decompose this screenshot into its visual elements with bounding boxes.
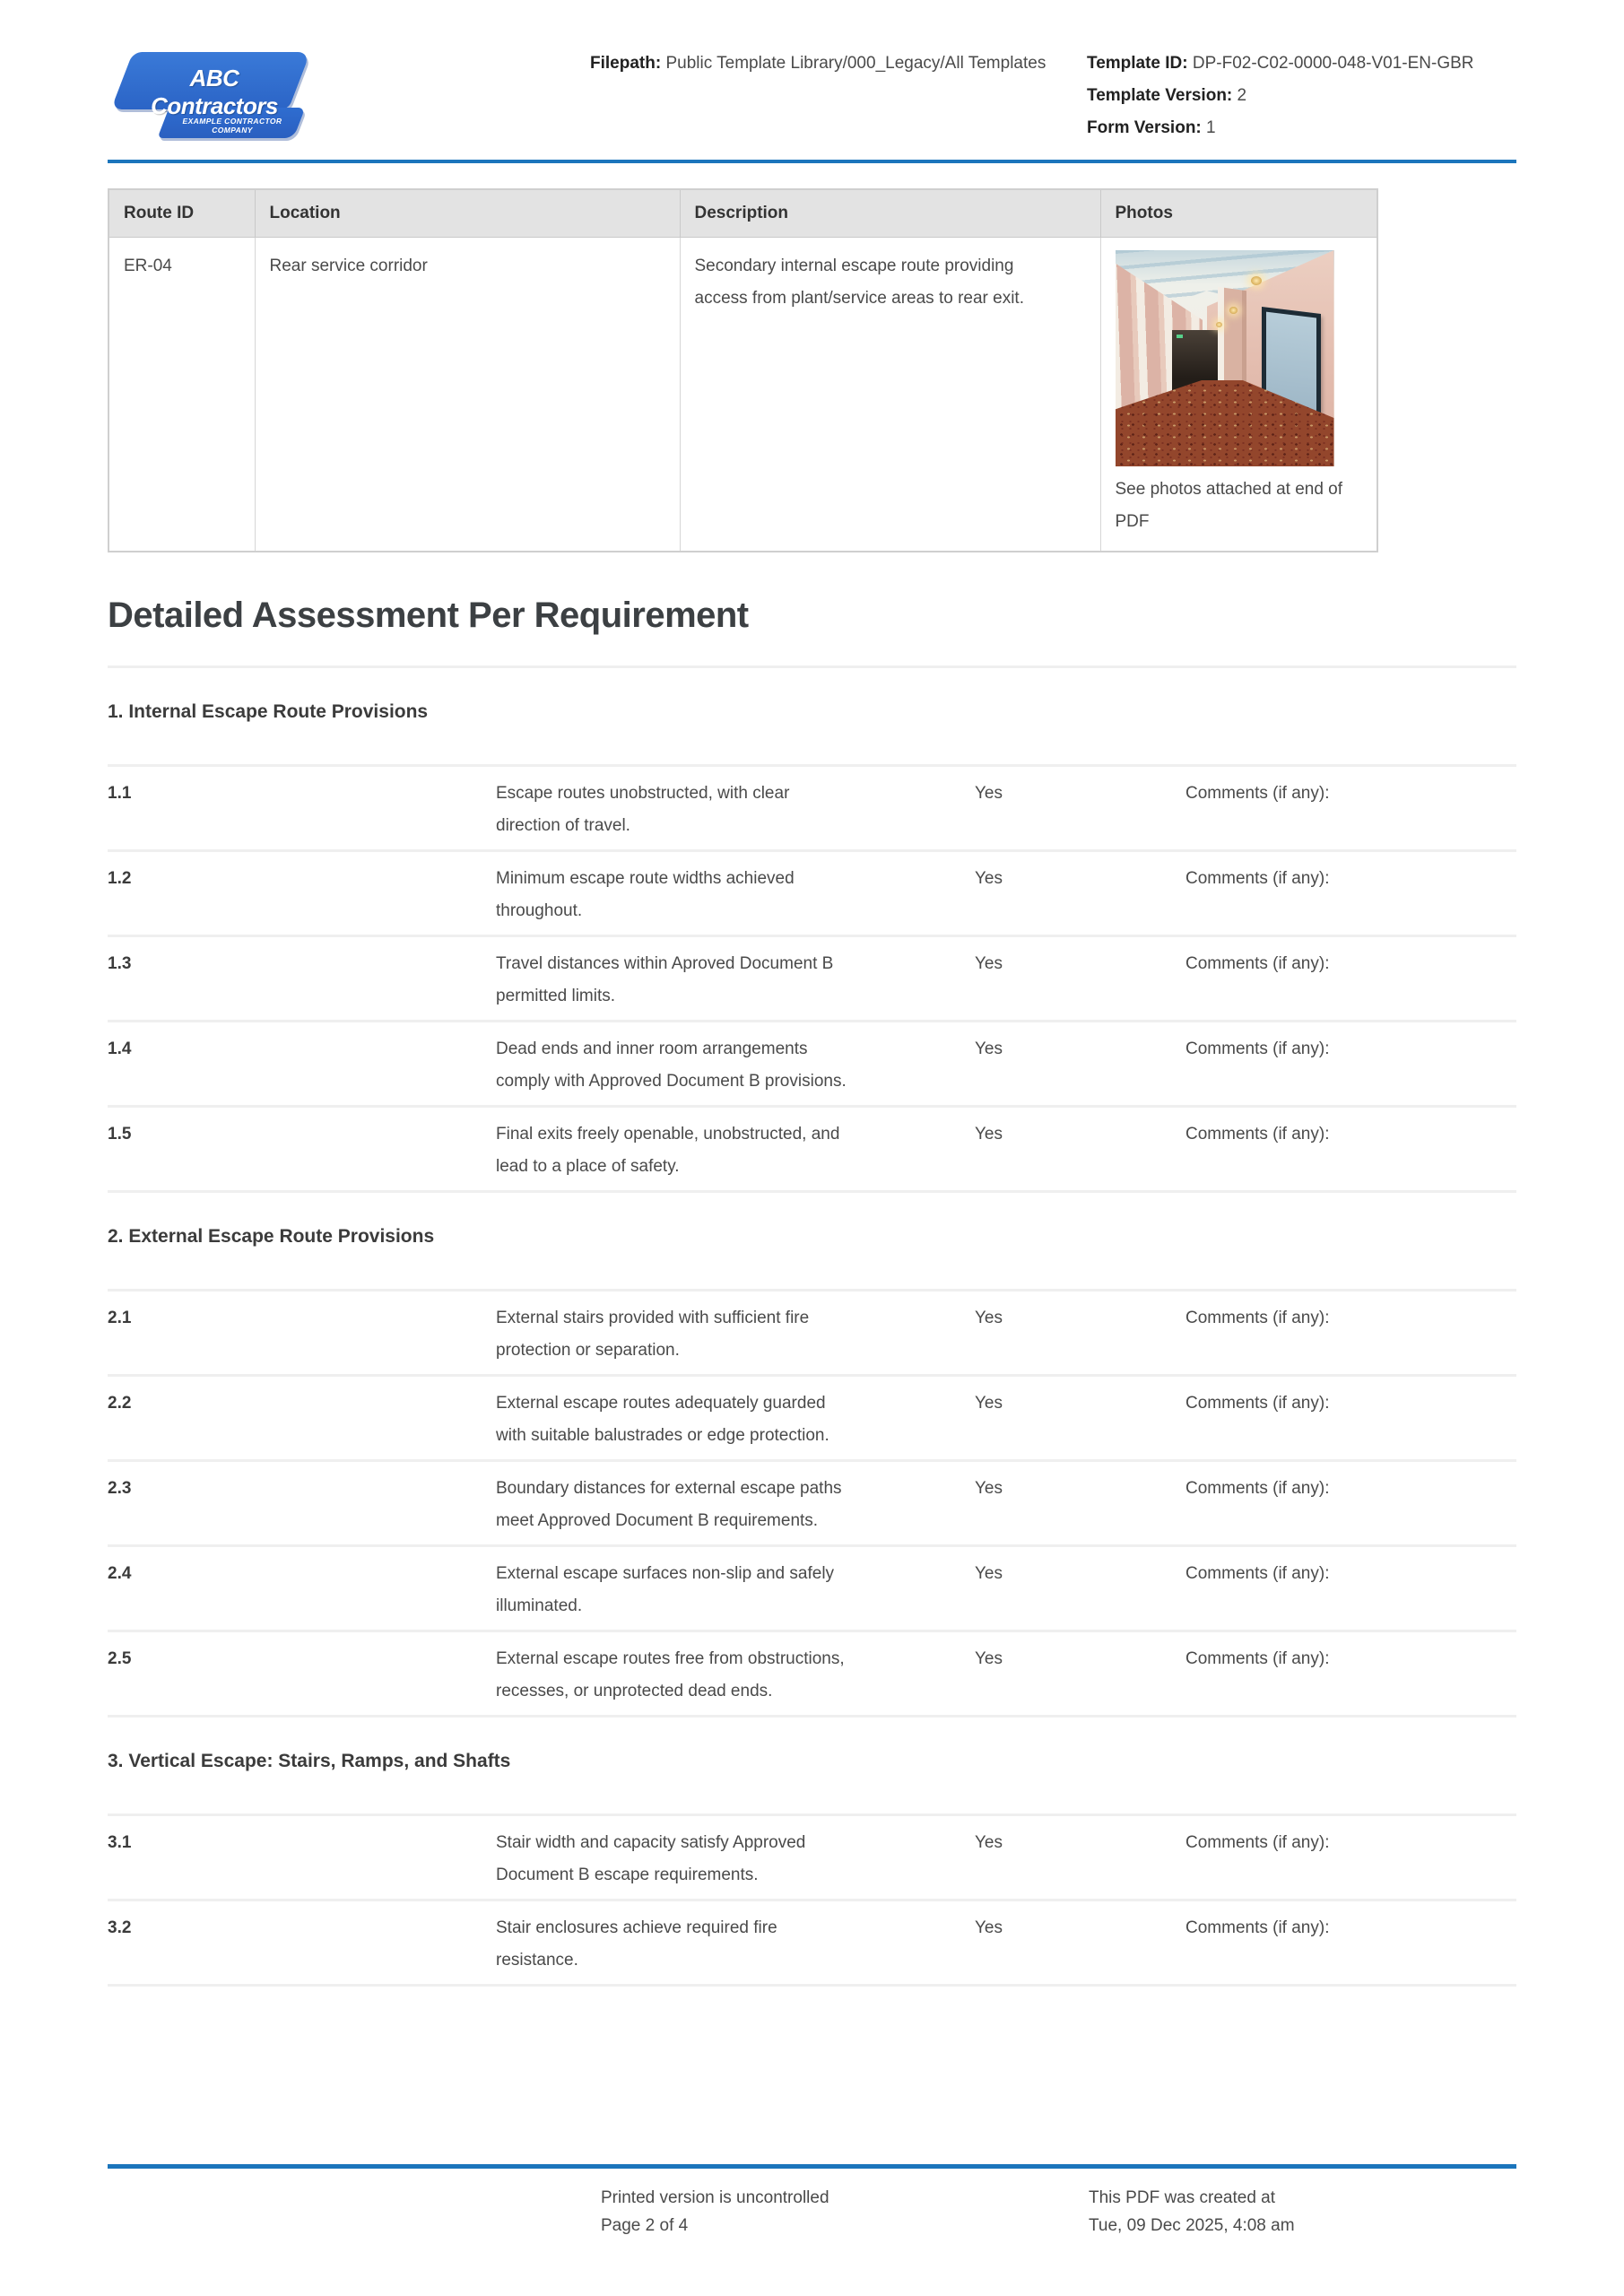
requirement-text: Escape routes unobstructed, with clear direction of travel. [496,784,790,835]
requirement-text: Boundary distances for external escape paths meet Approved Document B requirements. [496,1479,842,1530]
company-logo [108,45,323,147]
corridor-photo [1116,250,1334,466]
requirement-number: 1.4 [108,1039,132,1058]
form-version-value: 1 [1206,118,1216,137]
requirement-number: 1.1 [108,784,132,803]
filepath-label: Filepath: [590,54,662,73]
answer-value: Yes [975,784,1003,803]
answer-value: Yes [975,1394,1003,1413]
photo-wall-light [1216,322,1222,327]
requirement-number: 2.1 [108,1309,132,1327]
answer-value: Yes [975,1833,1003,1852]
assessment-row [108,937,1516,1020]
created-at-label: This PDF was created at [1089,2188,1276,2207]
answer-value: Yes [975,1564,1003,1583]
section-title: 3. Vertical Escape: Stairs, Ramps, and Shafts [108,1751,511,1771]
section-rows [108,1816,1516,1987]
page-footer [0,2164,1624,2235]
comments-label: Comments (if any): [1185,869,1330,888]
requirement-number: 2.3 [108,1479,132,1498]
answer-value: Yes [975,1479,1003,1498]
template-version-label: Template Version: [1087,86,1233,105]
assessment-row [108,1462,1516,1544]
requirement-text: External escape routes adequately guarded with suitable balustrades or edge protection. [496,1394,829,1445]
uncontrolled-note: Printed version is uncontrolled [601,2188,829,2207]
template-meta-block [1087,45,1516,144]
assessment-row [108,1632,1516,1715]
route-table-row [109,238,1377,552]
requirement-text: External escape surfaces non-slip and safely illuminated. [496,1564,835,1615]
comments-label: Comments (if any): [1185,1309,1330,1327]
footer-left-block [601,2184,829,2239]
answer-value: Yes [975,954,1003,973]
template-id-label: Template ID: [1087,54,1188,73]
route-table-header-row [109,189,1377,238]
comments-label: Comments (if any): [1185,1125,1330,1144]
col-photos: Photos [1100,189,1377,238]
filepath-value: Public Template Library/000_Legacy/All Templates [665,54,1046,73]
location-cell: Rear service corridor [255,238,680,552]
description-text: Secondary internal escape route providing access from plant/service areas to rear exit. [694,257,1024,308]
requirement-number: 2.4 [108,1564,132,1583]
header-divider-rule [108,160,1516,163]
logo-title: ABC Contractors [151,65,278,119]
assessment-section [108,1718,1516,1987]
requirement-number: 1.5 [108,1125,132,1144]
col-location: Location [255,189,680,238]
comments-label: Comments (if any): [1185,1564,1330,1583]
section-title: 1. Internal Escape Route Provisions [108,701,429,722]
row-divider [108,1984,1516,1987]
assessment-row [108,852,1516,935]
logo-subtitle: EXAMPLE CONTRACTOR COMPANY [182,117,282,135]
photo-wall-light [1251,276,1262,285]
assessment-section [108,1193,1516,1718]
answer-value: Yes [975,1125,1003,1144]
section-rows [108,767,1516,1193]
assessment-row [108,1292,1516,1374]
page-number: Page 2 of 4 [601,2216,689,2235]
template-version-value: 2 [1237,86,1247,105]
requirement-text: Stair width and capacity satisfy Approved Document B escape requirements. [496,1833,806,1884]
photo-exit-sign [1177,335,1183,338]
requirement-number: 1.2 [108,869,132,888]
comments-label: Comments (if any): [1185,1394,1330,1413]
comments-label: Comments (if any): [1185,1479,1330,1498]
photo-caption: See photos attached at end of PDF [1115,480,1343,531]
requirement-text: Stair enclosures achieve required fire resistance. [496,1918,777,1970]
assessment-row [108,1901,1516,1984]
requirement-text: Minimum escape route widths achieved throughout. [496,869,795,920]
assessment-row [108,1108,1516,1190]
assessment-sections [108,668,1516,1987]
created-at-value: Tue, 09 Dec 2025, 4:08 am [1089,2216,1295,2235]
template-id-value: DP-F02-C02-0000-048-V01-EN-GBR [1192,54,1474,73]
footer-right-block [1089,2184,1295,2239]
page-title: Detailed Assessment Per Requirement [108,596,749,635]
assessment-row [108,1377,1516,1459]
requirement-text: External escape routes free from obstructions, recesses, or unprotected dead ends. [496,1649,845,1700]
comments-label: Comments (if any): [1185,1833,1330,1852]
template-id-line [1087,48,1516,80]
col-description: Description [680,189,1100,238]
assessment-row [108,767,1516,849]
answer-value: Yes [975,1649,1003,1668]
requirement-number: 2.5 [108,1649,132,1668]
requirement-text: Final exits freely openable, unobstructed, and lead to a place of safety. [496,1125,840,1176]
template-version-line [1087,80,1516,112]
section-title: 2. External Escape Route Provisions [108,1226,435,1247]
footer-divider-rule [108,2164,1516,2169]
assessment-row [108,1022,1516,1105]
assessment-row [108,1547,1516,1630]
comments-label: Comments (if any): [1185,784,1330,803]
filepath-block [590,45,1087,80]
photo-wall-light [1229,307,1238,314]
answer-value: Yes [975,869,1003,888]
description-cell [680,238,1100,552]
page-header [108,0,1516,147]
requirement-text: Travel distances within Aproved Document B permitted limits. [496,954,834,1005]
escape-route-table [108,188,1378,552]
requirement-number: 3.1 [108,1833,132,1852]
comments-label: Comments (if any): [1185,954,1330,973]
col-route-id: Route ID [109,189,255,238]
comments-label: Comments (if any): [1185,1649,1330,1668]
requirement-text: External stairs provided with sufficient fire protection or separation. [496,1309,810,1360]
assessment-row [108,1816,1516,1899]
requirement-text: Dead ends and inner room arrangements comply with Approved Document B provisions. [496,1039,847,1091]
assessment-section [108,668,1516,1193]
answer-value: Yes [975,1039,1003,1058]
answer-value: Yes [975,1918,1003,1937]
form-version-label: Form Version: [1087,118,1202,137]
requirement-number: 1.3 [108,954,132,973]
comments-label: Comments (if any): [1185,1039,1330,1058]
requirement-number: 3.2 [108,1918,132,1937]
comments-label: Comments (if any): [1185,1918,1330,1937]
form-version-line [1087,112,1516,144]
photos-cell [1100,238,1377,552]
route-id-cell: ER-04 [109,238,255,552]
requirement-number: 2.2 [108,1394,132,1413]
section-rows [108,1292,1516,1718]
answer-value: Yes [975,1309,1003,1327]
